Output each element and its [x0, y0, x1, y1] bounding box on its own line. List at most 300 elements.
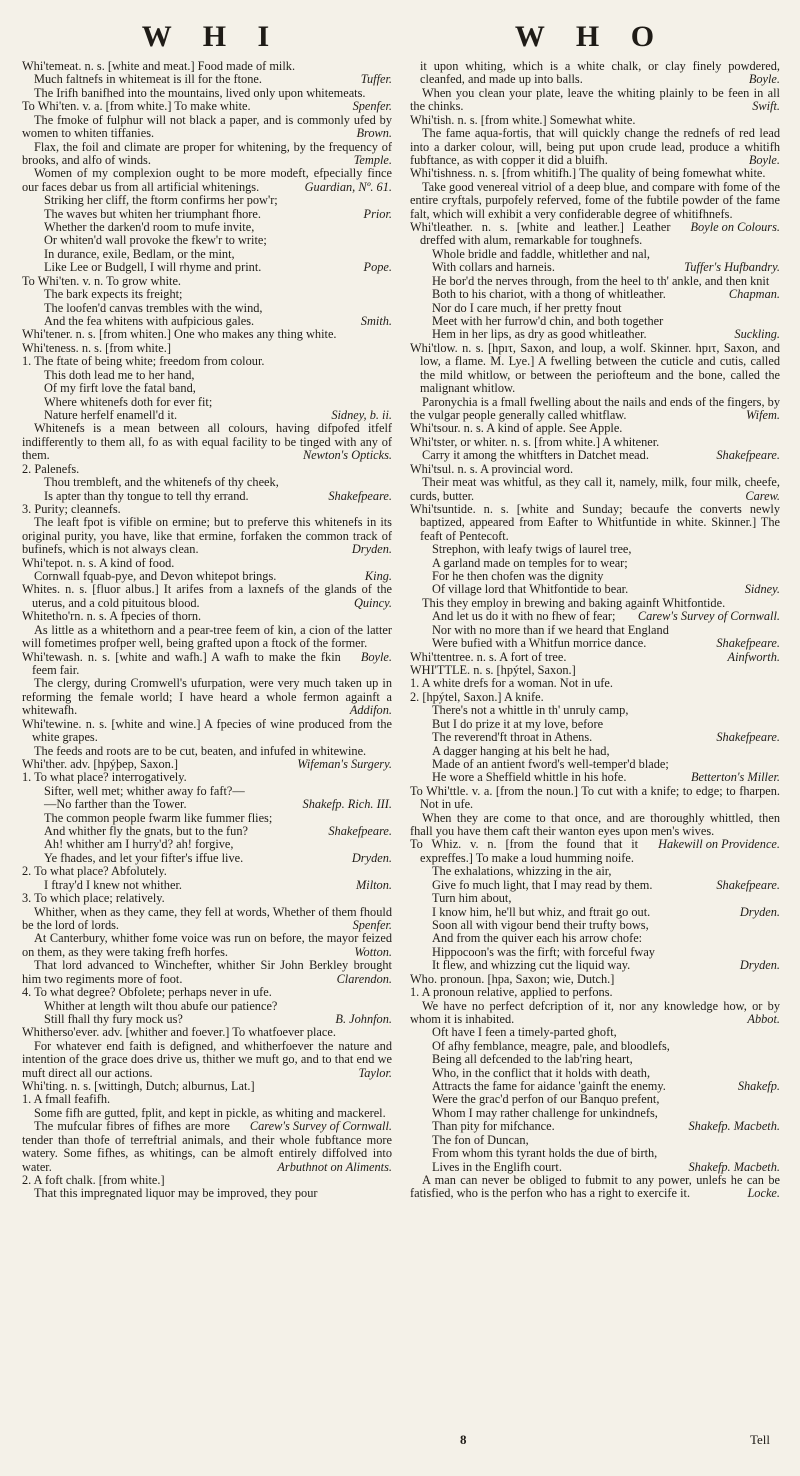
- citation: Shakefpeare.: [328, 488, 392, 503]
- entry-text: Hem in her lips, as dry as good whitleather.: [432, 327, 647, 342]
- verse-line: [22, 812, 392, 825]
- entry-text: And let us do it with no fhew of fear;: [432, 609, 616, 624]
- entry-text: Whi'teness. n. s. [from white.]: [22, 340, 171, 355]
- entry-text: Were bufied with a Whitfun morrice dance.: [432, 636, 647, 651]
- entry-text: A man can never be obliged to fubmit to any power, unlefs he can be fatisfied, who is the perfon who has a right to exercife it.: [410, 1173, 780, 1201]
- verse-line: [410, 543, 780, 556]
- verse-line: [410, 906, 780, 919]
- verse-line: [22, 476, 392, 489]
- verse-line: [410, 1120, 780, 1133]
- entry-text: Whi'temeat. n. s. [white and meat.] Food made of milk.: [22, 60, 296, 73]
- entry-text: And whither fly the gnats, but to the fun?: [44, 824, 248, 839]
- verse-line: [410, 1093, 780, 1106]
- entry-text: The loofen'd canvas trembles with the wind,: [44, 300, 263, 315]
- entry-sense: [410, 691, 780, 704]
- citation: Prior.: [363, 206, 392, 221]
- dictionary-entry: [410, 114, 780, 127]
- running-head-right: W H O: [514, 20, 667, 53]
- dictionary-entry: [410, 436, 780, 449]
- page-footer: [0, 1432, 800, 1448]
- citation: Arbuthnot on Aliments.: [277, 1159, 392, 1174]
- entry-sense: [410, 986, 780, 999]
- entry-text: When they are come to that once, and are thoroughly whittled, then fhall you have them caft their wanton eyes upon men's wives.: [410, 810, 780, 839]
- entry-text: To Whi'ttle. v. a. [from the noun.] To cut with a knife; to edge; to fharpen. Not in ufe.: [410, 783, 780, 812]
- entry-text: As little as a whitethorn and a pear-tree feem of kin, a cion of the latter will fometimes profper well, being grafted upon a ftock of the former.: [22, 622, 392, 651]
- entry-text: But I do prize it at my love, before: [432, 716, 604, 731]
- dictionary-entry: [410, 422, 780, 435]
- entry-text: Is apter than thy tongue to tell thy errand.: [44, 488, 249, 503]
- citation: Shakefpeare.: [716, 636, 780, 651]
- entry-text: Ye fhades, and let your fifter's iffue live.: [44, 850, 244, 865]
- citation: Pope.: [363, 260, 392, 275]
- citation: Chapman.: [728, 287, 780, 302]
- entry-text: Whither at length wilt thou abufe our patience?: [44, 998, 278, 1013]
- entry-text: 3. To which place; relatively.: [22, 891, 165, 906]
- quotation: [410, 396, 780, 423]
- verse-line: [410, 771, 780, 784]
- citation: Shakefpeare.: [716, 448, 780, 463]
- entry-text: I ftray'd I knew not whither.: [44, 877, 182, 892]
- columns: [22, 60, 780, 1432]
- entry-text: To Whiz. v. n. [from the found that it expreffes.] To make a loud humming noife.: [410, 837, 639, 865]
- verse-line: [410, 275, 780, 288]
- verse-line: [22, 369, 392, 382]
- entry-text: Whi'tsuntide. n. s. [white and Sunday; becaufe the converts newly baptized, appeared from Eafter to Whitfuntide in white. Skinner.] The feaft of Pentecoft.: [410, 501, 780, 543]
- citation: Dryden.: [739, 958, 780, 973]
- citation: Tuffer's Hufbandry.: [684, 260, 780, 275]
- dictionary-entry: [22, 342, 392, 355]
- verse-line: [410, 557, 780, 570]
- entry-text: Strephon, with leafy twigs of laurel tree,: [432, 542, 632, 557]
- citation: Sidney, b. ii.: [331, 407, 392, 422]
- verse-line: [410, 570, 780, 583]
- entry-text: He wore a Sheffield whittle in his hofe.: [432, 770, 627, 785]
- verse-line: [410, 637, 780, 650]
- quotation: [22, 959, 392, 986]
- quotation: [410, 1174, 780, 1201]
- entry-text: The reverend'ft throat in Athens.: [432, 730, 593, 745]
- verse-line: [410, 583, 780, 596]
- entry-text: Whitherso'ever. adv. [whither and foever.] To whatfoever place.: [22, 1025, 336, 1040]
- citation: Wotton.: [354, 944, 392, 959]
- quotation: [22, 1040, 392, 1080]
- entry-text: When you clean your plate, leave the whiting plainly to be feen in all the chinks.: [410, 85, 780, 114]
- entry-text: Attracts the fame for aidance 'gainft the enemy.: [432, 1079, 666, 1094]
- entry-text: 2. Palenefs.: [22, 461, 80, 476]
- entry-text: Being all defcended to the lab'ring heart,: [432, 1052, 633, 1067]
- entry-text: Where whitenefs doth for ever fit;: [44, 394, 213, 409]
- entry-text: In durance, exile, Bedlam, or the mint,: [44, 246, 235, 261]
- entry-text: That lord advanced to Winchefter, whither Sir John Berkley brought him two regiments more of foot.: [22, 958, 392, 986]
- entry-text: To Whi'ten. v. n. To grow white.: [22, 273, 182, 288]
- entry-text: Whi'tish. n. s. [from white.] Somewhat white.: [410, 112, 636, 127]
- citation: Taylor.: [358, 1065, 392, 1080]
- entry-text: —No farther than the Tower.: [44, 797, 187, 812]
- entry-text: 1. A pronoun relative, applied to perfons.: [410, 985, 613, 1000]
- entry-text: 3. Purity; cleannefs.: [22, 501, 121, 516]
- entry-text: The exhalations, whizzing in the air,: [432, 864, 612, 879]
- entry-text: Whi'tlow. n. s. [hpıτ, Saxon, and loup, a wolf. Skinner. hpıτ, Saxon, and low, a flame. M. Lye.] A fwelling between the cuticle and cutis, called the mild whitlow, or between the periofteum and the bone, called the malignant whitlow.: [410, 340, 780, 396]
- quotation: [22, 73, 392, 86]
- verse-line: [22, 409, 392, 422]
- quotation: [410, 127, 780, 167]
- citation: Shakefp. Rich. III.: [302, 797, 392, 812]
- catchword: Tell: [749, 1432, 770, 1447]
- entry-text: The waves but whiten her triumphant fhore.: [44, 206, 261, 221]
- citation: Shakefpeare.: [716, 730, 780, 745]
- citation: Temple.: [353, 152, 392, 167]
- entry-text: The fmoke of fulphur will not black a paper, and is commonly ufed by women to whiten tiffanies.: [22, 112, 392, 141]
- citation: Shakefpeare.: [328, 824, 392, 839]
- citation: Swift.: [752, 99, 780, 114]
- verse-line: [410, 288, 780, 301]
- citation: Shakefp. Macbeth.: [688, 1159, 780, 1174]
- verse-line: [410, 248, 780, 261]
- entry-text: Whi'tsour. n. s. A kind of apple. See Apple.: [410, 421, 623, 436]
- quotation: [22, 570, 392, 583]
- right-column: [410, 60, 780, 1432]
- entry-text: It flew, and whizzing cut the liquid way.: [432, 958, 631, 973]
- dictionary-entry: [22, 60, 392, 73]
- citation: Sidney.: [744, 582, 780, 597]
- citation: Carew.: [745, 488, 780, 503]
- dictionary-entry: [22, 557, 392, 570]
- verse-line: [22, 1013, 392, 1026]
- quotation: [410, 60, 780, 87]
- verse-line: [410, 261, 780, 274]
- entry-text: Cornwall fquab-pye, and Devon whitepot brings.: [34, 569, 277, 584]
- citation: Wifeman's Surgery.: [297, 756, 392, 771]
- entry-text: Whi'ting. n. s. [wittingh, Dutch; alburnus, Lat.]: [22, 1079, 255, 1094]
- verse-line: [410, 315, 780, 328]
- dictionary-entry: [22, 610, 392, 623]
- verse-line: [22, 288, 392, 301]
- dictionary-entry: [410, 664, 780, 677]
- verse-line: [22, 785, 392, 798]
- verse-line: [410, 1053, 780, 1066]
- citation: Betterton's Miller.: [690, 770, 780, 785]
- verse-line: [22, 1000, 392, 1013]
- entry-text: I know him, he'll but whiz, and ftrait go out.: [432, 904, 651, 919]
- verse-line: [22, 248, 392, 261]
- entry-sense: [22, 503, 392, 516]
- citation: Dryden.: [351, 542, 392, 557]
- entry-text: Whi'tewash. n. s. [white and wafh.] A wafh to make the fkin feem fair.: [22, 649, 341, 677]
- verse-line: [410, 1161, 780, 1174]
- verse-line: [410, 758, 780, 771]
- citation: Spenfer.: [352, 918, 392, 932]
- citation: Boyle.: [360, 649, 392, 664]
- citation: Brown.: [356, 126, 392, 141]
- entry-sense: [22, 1174, 392, 1187]
- entry-sense: [22, 892, 392, 905]
- entry-text: The feeds and roots are to be cut, beaten, and infufed in whitewine.: [34, 743, 367, 758]
- verse-line: [410, 959, 780, 972]
- entry-text: Who, in the conflict that it holds with death,: [432, 1065, 651, 1080]
- entry-text: Whi'ther. adv. [hpýþep, Saxon.]: [22, 756, 179, 771]
- citation: Suckling.: [734, 327, 780, 342]
- verse-line: [410, 624, 780, 637]
- entry-text: Made of an antient fword's well-temper'd blade;: [432, 756, 669, 771]
- dictionary-entry: [410, 651, 780, 664]
- entry-text: 2. [hpýtel, Saxon.] A knife.: [410, 689, 544, 704]
- citation: Abbot.: [747, 1011, 780, 1026]
- citation: Wifem.: [746, 407, 780, 422]
- entry-text: 1. A white drefs for a woman. Not in ufe.: [410, 676, 613, 691]
- verse-line: [22, 302, 392, 315]
- entry-text: Give fo much light, that I may read by them.: [432, 877, 653, 892]
- quotation: [22, 677, 392, 717]
- verse-line: [22, 261, 392, 274]
- citation: Dryden.: [739, 904, 780, 919]
- citation: Spenfer.: [352, 99, 392, 114]
- quotation: [410, 1000, 780, 1027]
- dictionary-entry: [22, 651, 392, 678]
- dictionary-entry: [410, 973, 780, 986]
- quotation: [410, 87, 780, 114]
- citation: Shakefp.: [737, 1079, 780, 1094]
- entry-text: The mufcular fibres of fifhes are more tender than thofe of terreftrial animals, and their whole fubftance more watery. Some fifhes, as whitings, can be almoft entirely diffolved into water.: [22, 1119, 392, 1174]
- entry-text: From whom this tyrant holds the due of birth,: [432, 1146, 658, 1161]
- dictionary-entry: [22, 1026, 392, 1039]
- citation: Carew's Survey of Cornwall.: [637, 609, 780, 624]
- citation: Milton.: [355, 877, 392, 892]
- verse-line: [22, 208, 392, 221]
- verse-line: [22, 825, 392, 838]
- entry-text: A garland made on temples for to wear;: [432, 555, 628, 570]
- entry-text: Much faltnefs in whitemeat is ill for the ftone.: [34, 72, 262, 87]
- entry-text: Whitenefs is a mean between all colours, having difpofed itfelf indifferently to them all, fo as with equal facility to be tinged with any of them.: [22, 421, 392, 463]
- citation: Addifon.: [349, 703, 392, 718]
- citation: Boyle.: [748, 152, 780, 167]
- entry-text: Their meat was whitful, as they call it, namely, milk, four milk, cheefe, curds, butter.: [410, 475, 780, 503]
- entry-text: Whitetho'rn. n. s. A fpecies of thorn.: [22, 609, 202, 624]
- entry-text: Of my firft love the fatal band,: [44, 381, 196, 396]
- citation: King.: [364, 569, 392, 584]
- entry-text: Whi'tepot. n. s. A kind of food.: [22, 555, 175, 570]
- dictionary-entry: [22, 328, 392, 341]
- verse-line: [410, 919, 780, 932]
- entry-text: For whatever end faith is defigned, and whitherfoever the nature and intention of the grace does drive us, thither we muft go, and to that end we muft direct all our actions.: [22, 1038, 392, 1080]
- entry-sense: [22, 1093, 392, 1106]
- verse-line: [410, 879, 780, 892]
- verse-line: [410, 1026, 780, 1039]
- entry-text: Oft have I feen a timely-parted ghoft,: [432, 1025, 617, 1040]
- entry-text: Women of my complexion ought to be more modeft, efpecially fince our faces debar us from all artificial whitenings.: [22, 166, 392, 194]
- citation: Boyle on Colours.: [690, 220, 780, 235]
- entry-text: 2. A foft chalk. [from white.]: [22, 1173, 165, 1188]
- dictionary-entry: [410, 342, 780, 396]
- verse-line: [22, 838, 392, 851]
- verse-line: [410, 1080, 780, 1093]
- entry-text: Whi'tewine. n. s. [white and wine.] A fpecies of wine produced from the white grapes.: [22, 716, 392, 745]
- verse-line: [410, 718, 780, 731]
- entry-text: A dagger hanging at his belt he had,: [432, 743, 610, 758]
- quotation: [410, 449, 780, 462]
- citation: Shakefpeare.: [716, 877, 780, 892]
- quotation: [22, 141, 392, 168]
- quotation: [22, 932, 392, 959]
- entry-sense: [22, 463, 392, 476]
- verse-line: [410, 731, 780, 744]
- entry-text: it upon whiting, which is a white chalk, or clay finely powdered, cleanfed, and made up into balls.: [420, 60, 780, 87]
- entry-sense: [22, 865, 392, 878]
- entry-text: For he then chofen was the dignity: [432, 569, 604, 584]
- verse-line: [410, 704, 780, 717]
- citation: Boyle.: [748, 72, 780, 87]
- quotation: [22, 114, 392, 141]
- left-column: [22, 60, 392, 1432]
- entry-text: Whi'tener. n. s. [from whiten.] One who makes any thing white.: [22, 327, 337, 342]
- verse-line: [410, 892, 780, 905]
- entry-text: This they employ in brewing and baking againft Whitfontide.: [422, 595, 726, 610]
- entry-text: Whither, when as they came, they fell at words, Whether of them fhould be the lord of lords.: [22, 904, 392, 932]
- entry-text: The fame aqua-fortis, that will quickly change the rednefs of red lead into a darker colour, will, being put upon crude lead, produce a whitifh fubftance, as with copper it did a bluifh.: [410, 126, 780, 167]
- entry-text: Sifter, well met; whither away fo faft?—: [44, 783, 245, 798]
- citation: Smith.: [360, 314, 392, 329]
- verse-line: [22, 194, 392, 207]
- dictionary-entry: [22, 718, 392, 745]
- dictionary-entry: [410, 785, 780, 812]
- entry-text: He bor'd the nerves through, from the heel to th' ankle, and then knit: [432, 273, 770, 288]
- entry-text: Flax, the foil and climate are proper for whitening, by the frequency of brooks, and alfo of winds.: [22, 139, 392, 167]
- entry-text: And from the quiver each his arrow chofe:: [432, 931, 643, 946]
- entry-text: Ah! whither am I hurry'd? ah! forgive,: [44, 837, 234, 852]
- verse-line: [22, 234, 392, 247]
- citation: Carew's Survey of Cornwall.: [249, 1119, 392, 1134]
- entry-text: Striking her cliff, the ftorm confirms her pow'r;: [44, 193, 278, 208]
- entry-text: Of village lord that Whitfontide to bear.: [432, 582, 629, 597]
- verse-line: [22, 798, 392, 811]
- entry-text: The bark expects its freight;: [44, 287, 183, 302]
- dictionary-entry: [410, 503, 780, 543]
- citation: Ainfworth.: [727, 649, 780, 664]
- entry-text: Paronychia is a fmall fwelling about the nails and ends of the fingers, by the vulgar people generally called whitflaw.: [410, 394, 780, 422]
- quotation: [22, 516, 392, 556]
- dictionary-entry: [410, 463, 780, 476]
- citation: Tuffer.: [360, 72, 392, 87]
- entry-text: Of afhy femblance, meagre, pale, and bloodlefs,: [432, 1038, 670, 1053]
- entry-text: Whom I may rather challenge for unkindnefs,: [432, 1105, 658, 1120]
- dictionary-entry: [22, 275, 392, 288]
- citation: Shakefp. Macbeth.: [688, 1119, 780, 1134]
- entry-text: To Whi'ten. v. a. [from white.] To make white.: [22, 99, 251, 114]
- citation: Clarendon.: [336, 971, 392, 986]
- verse-line: [22, 382, 392, 395]
- entry-text: There's not a whittle in th' unruly camp,: [432, 703, 629, 718]
- dictionary-entry: [22, 583, 392, 610]
- entry-text: Still fhall thy fury mock us?: [44, 1011, 183, 1026]
- verse-line: [22, 396, 392, 409]
- entry-text: At Canterbury, whither fome voice was run on before, the mayor feized on them, as they were taking frefh horfes.: [22, 931, 392, 959]
- entry-text: The leaft fpot is vifible on ermine; but to preferve this whitenefs in its original purity, you have, like that ermine, forfaken the common track of bufinefs, which is not always clean.: [22, 515, 392, 557]
- verse-line: [410, 932, 780, 945]
- verse-line: [22, 490, 392, 503]
- entry-text: 1. The ftate of being white; freedom from colour.: [22, 354, 265, 369]
- dictionary-entry: [22, 1080, 392, 1093]
- citation: Dryden.: [351, 850, 392, 865]
- entry-text: 1. A fmall feafifh.: [22, 1092, 111, 1107]
- entry-text: Some fifh are gutted, fplit, and kept in pickle, as whiting and mackerel.: [34, 1105, 386, 1120]
- quotation: [22, 167, 392, 194]
- entry-text: 4. To what degree? Obfolete; perhaps never in ufe.: [22, 985, 272, 1000]
- entry-sense: [22, 771, 392, 784]
- entry-text: Thou trembleft, and the whitenefs of thy cheek,: [44, 475, 279, 490]
- entry-text: Turn him about,: [432, 891, 512, 906]
- entry-sense: [22, 986, 392, 999]
- entry-text: The common people fwarm like fummer flies;: [44, 810, 273, 825]
- citation: B. Johnfon.: [335, 1011, 392, 1026]
- verse-line: [410, 865, 780, 878]
- entry-text: This doth lead me to her hand,: [44, 367, 195, 382]
- entry-text: Lives in the Englifh court.: [432, 1159, 562, 1174]
- entry-text: Whi'tsul. n. s. A provincial word.: [410, 461, 574, 476]
- verse-line: [410, 1147, 780, 1160]
- citation: Newton's Opticks.: [302, 448, 392, 463]
- entry-text: Nor with no more than if we heard that England: [432, 622, 669, 637]
- verse-line: [410, 745, 780, 758]
- entry-text: Whether the darken'd room to mufe invite,: [44, 220, 255, 235]
- verse-line: [410, 328, 780, 341]
- entry-text: And the fea whitens with aufpicious gales.: [44, 314, 255, 329]
- verse-line: [22, 221, 392, 234]
- entry-text: The fon of Duncan,: [432, 1132, 529, 1147]
- verse-line: [22, 315, 392, 328]
- entry-text: Nature herfelf enamell'd it.: [44, 407, 178, 422]
- entry-text: 2. To what place? Abfolutely.: [22, 864, 167, 879]
- entry-text: Were the grac'd perfon of our Banquo prefent,: [432, 1092, 660, 1107]
- entry-text: Or whiten'd wall provoke the fkew'r to write;: [44, 233, 267, 248]
- entry-text: Whi'tleather. n. s. [white and leather.] Leather dreffed with alum, remarkable for toughnefs.: [410, 220, 671, 248]
- signature-mark: 8: [460, 1432, 467, 1447]
- quotation: [22, 906, 392, 933]
- entry-text: Who. pronoun. [hpa, Saxon; wie, Dutch.]: [410, 971, 615, 986]
- verse-line: [410, 302, 780, 315]
- citation: Guardian, Nº. 61.: [304, 179, 392, 194]
- entry-text: Carry it among the whitfters in Datchet mead.: [422, 448, 649, 463]
- entry-text: That this impregnated liquor may be improved, they pour: [34, 1186, 318, 1201]
- entry-text: Soon all with vigour bend their trufty bows,: [432, 918, 649, 932]
- verse-line: [22, 879, 392, 892]
- verse-line: [410, 1107, 780, 1120]
- running-head-left: W H I: [141, 20, 282, 53]
- entry-text: Nor do I care much, if her pretty fnout: [432, 300, 622, 315]
- entry-text: The Irifh banifhed into the mountains, lived only upon whitemeats.: [34, 85, 366, 100]
- entry-text: The clergy, during Cromwell's ufurpation, were very much taken up in reforming the female world; I have heard a whole fermon againft a whitewafh.: [22, 676, 392, 718]
- entry-text: With collars and harneis.: [432, 260, 555, 275]
- verse-line: [410, 1040, 780, 1053]
- verse-line: [410, 1134, 780, 1147]
- entry-text: Whi'tishness. n. s. [from whitifh.] The quality of being fomewhat white.: [410, 166, 766, 181]
- entry-text: Like Lee or Budgell, I will rhyme and print.: [44, 260, 262, 275]
- verse-line: [22, 852, 392, 865]
- running-head: [22, 14, 780, 54]
- entry-sense: [410, 677, 780, 690]
- citation: Locke.: [747, 1186, 780, 1201]
- entry-text: Hippocoon's was the firft; with forceful fway: [432, 944, 655, 959]
- quotation: [22, 1187, 392, 1200]
- quotation: [22, 1105, 392, 1134]
- entry-text: Meet with her furrow'd chin, and both together: [432, 314, 664, 329]
- entry-text: Whi'ttentree. n. s. A fort of tree.: [410, 649, 567, 664]
- dictionary-entry: [410, 167, 780, 180]
- quotation: [22, 422, 392, 462]
- entry-text: Take good venereal vitriol of a deep blue, and compare with fome of the entire cryftals, purpofely referved, fome of the fubtile powder of the fame falt, which will exhibit a very confiderable degree of whitifhnefs.: [410, 179, 780, 221]
- verse-line: [410, 1067, 780, 1080]
- entry-text: WHI'TTLE. n. s. [hpýtel, Saxon.]: [410, 662, 576, 677]
- entry-text: We have no perfect defcription of it, nor any knowledge how, or by whom it is inhabited.: [410, 998, 780, 1026]
- entry-sense: [22, 355, 392, 368]
